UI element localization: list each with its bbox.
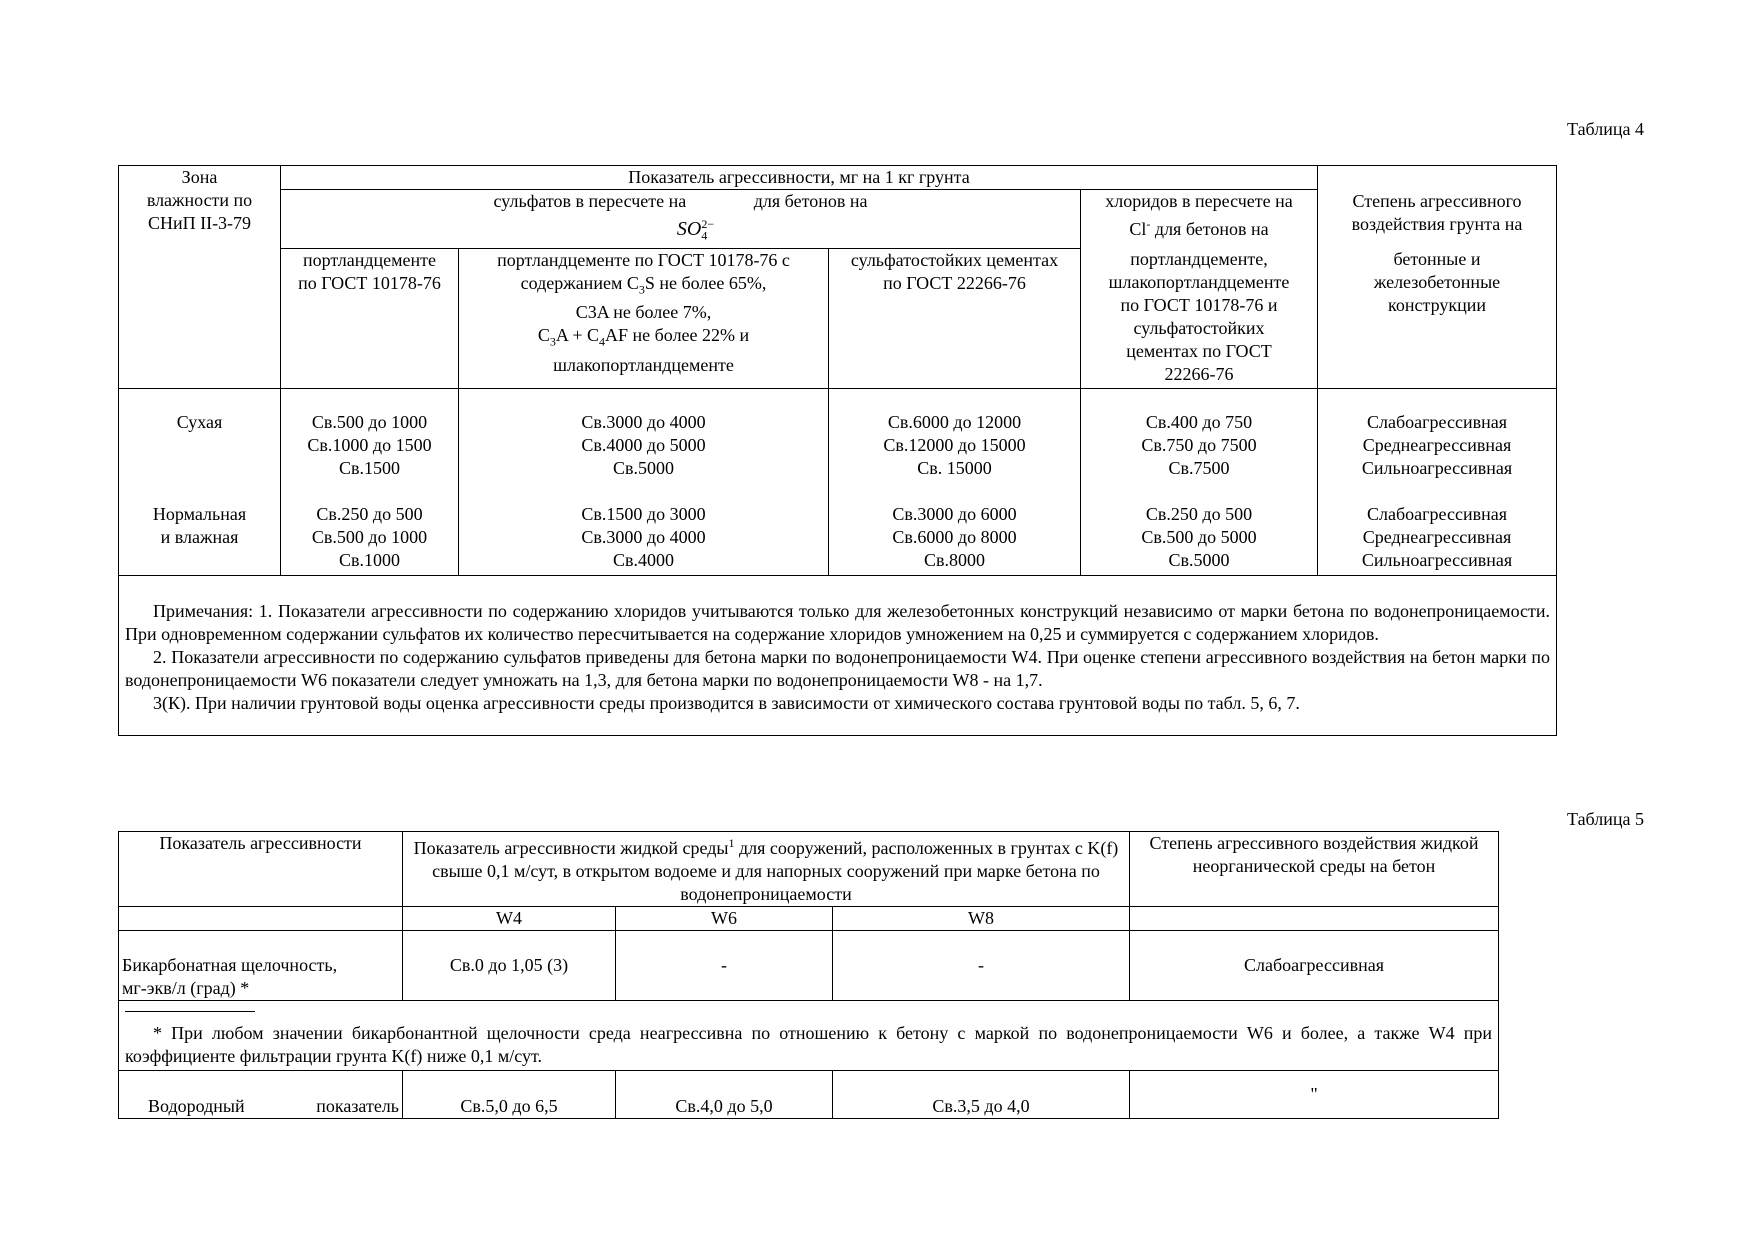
header-col-line: конструкции <box>1388 295 1486 316</box>
t5-header-degree: Степень агрессивного воздействия жидкой неорганической среды на бетон <box>1130 832 1499 907</box>
cell-line: Св.12000 до 15000 <box>883 434 1026 455</box>
cell-line: Сильноагрессивная <box>1361 550 1513 571</box>
header-degree-line: воздействия грунта на <box>1351 213 1523 234</box>
cell-line: Св.4000 <box>612 550 674 571</box>
cell-zone <box>119 388 281 503</box>
footnote-divider <box>125 1011 255 1012</box>
text-part: C <box>537 325 550 346</box>
header-col-line: бетонные и <box>1393 249 1481 270</box>
text-part: AF не более 22% и <box>605 325 750 346</box>
t5-row1-degree: Слабоагрессивная <box>1130 931 1499 1001</box>
header-degree-line: Степень агрессивного <box>1352 190 1522 211</box>
header-col-line: шлакопортландцементе <box>553 354 734 375</box>
header-col-line: портландцементе <box>302 249 437 270</box>
t5-header-w4: W4 <box>403 907 616 931</box>
cell-text: Водородный <box>148 1096 245 1116</box>
cell-text: показатель <box>316 1096 399 1116</box>
header-col-line: по ГОСТ 10178-76 <box>298 272 441 293</box>
cell-line: мг-экв/л (град) * <box>122 978 250 998</box>
header-zone-line: влажности по <box>146 190 253 210</box>
cell-line: Среднеагрессивная <box>1362 527 1512 548</box>
cell-line: Св.5000 <box>612 457 674 478</box>
cell-line: Св.3000 до 6000 <box>892 504 1017 525</box>
cell-line: Св.6000 до 8000 <box>892 527 1017 548</box>
cell-line: Сильноагрессивная <box>1361 457 1513 478</box>
t5-row1-w6: - <box>616 931 833 1001</box>
header-zone-line: Зона <box>181 167 218 187</box>
header-col-portland <box>281 248 459 388</box>
cell-line: Св.3000 до 4000 <box>581 527 706 548</box>
cell-line: Св.500 до 5000 <box>1141 527 1257 548</box>
cell-line: Св.250 до 500 <box>1145 504 1253 525</box>
cl-symbol: Cl <box>1129 219 1147 239</box>
cell-line: Слабоагрессивная <box>1367 504 1507 525</box>
t5-footnote: * При любом значении бикарбонантной щелочности среда неагрессивна по отношению к бетону с маркой по водонепроницаемости W6 и более, а также W4 при коэффициенте фильтрации грунта K(f) ниже 0,1 м/сут. <box>125 1023 1492 1066</box>
header-col-line: портландцементе по ГОСТ 10178-76 с <box>497 249 790 270</box>
header-col-line <box>462 272 825 302</box>
t5-row2-w6: Св.4,0 до 5,0 <box>616 1071 833 1119</box>
note-2: 2. Показатели агрессивности по содержанию сульфатов приведены для бетона марки по водонепроницаемости W4. При оценке степени агрессивного воздействия на бетон марки по водонепроницаемости W6 показатели следует умножать на 1,3, для бетона марки по водонепроницаемости W8 - на 1,7. <box>125 646 1551 690</box>
note-1: Примечания: 1. Показатели агрессивности по содержанию хлоридов учитываются только для железобетонных конструкций независимо от марки бетона по водонепроницаемости. При одновременном содержании сульфатов их количество пересчитывается на содержание хлоридов умножением на 0,25 и суммируется с содержанием хлоридов. <box>125 600 1551 644</box>
t5-row2-w8: Св.3,5 до 4,0 <box>833 1071 1130 1119</box>
t5-row2-label-wrap <box>122 1095 399 1118</box>
t5-header-w8: W8 <box>833 907 1130 931</box>
cell-line: Св.750 до 7500 <box>1141 434 1257 455</box>
t5-empty-cell <box>119 907 403 931</box>
cell-value <box>829 503 1081 575</box>
footnote-mark: 1 <box>728 836 735 850</box>
cell-line: Св.1500 до 3000 <box>581 504 706 525</box>
table-row <box>119 1071 1499 1119</box>
cell-line: Бикарбонатная щелочность, <box>122 955 338 975</box>
t5-header-liquid-text: для сооружений, расположенных в грунтах с K(f) свыше 0,1 м/сут, в открытом водоеме и для напорных сооружений при марке бетона по водонепроницаемости <box>432 838 1119 904</box>
cell-value <box>281 503 459 575</box>
t5-row2-w4: Св.5,0 до 6,5 <box>403 1071 616 1119</box>
text-part: A + C <box>555 325 600 346</box>
header-degree <box>1318 190 1557 249</box>
cell-value <box>1318 388 1557 503</box>
cell-line: Св.7500 <box>1168 457 1230 478</box>
t5-row1-w8: - <box>833 931 1130 1001</box>
t5-row2-label <box>119 1071 403 1119</box>
table-row <box>119 931 1499 1001</box>
header-col-line <box>462 324 825 354</box>
cell-line: Св.500 до 1000 <box>311 527 428 548</box>
t5-header-indicator: Показатель агрессивности <box>119 832 403 907</box>
header-degree-top <box>1318 166 1557 190</box>
cell-line: Св.500 до 1000 <box>311 411 428 432</box>
text-part: S не более 65%, <box>644 272 767 293</box>
header-col-line: цементах по ГОСТ <box>1126 341 1272 362</box>
cell-line: и влажная <box>160 527 239 548</box>
cell-value <box>281 388 459 503</box>
header-indicator: Показатель агрессивности, мг на 1 кг грунта <box>281 166 1318 190</box>
cell-line: Св.5000 <box>1168 550 1230 571</box>
cell-line: Св.3000 до 4000 <box>581 411 706 432</box>
header-col-sulfate-resistant <box>829 248 1081 388</box>
table5-caption: Таблица 5 <box>1567 809 1644 829</box>
t5-empty-cell <box>1130 907 1499 931</box>
header-col-line: сульфатостойких <box>1133 318 1265 339</box>
subscript: 4 <box>599 334 606 349</box>
cell-zone <box>119 503 281 575</box>
header-zone <box>119 166 281 389</box>
cell-line: Св.400 до 750 <box>1145 411 1253 432</box>
cell-value <box>459 503 829 575</box>
cell-line: Среднеагрессивная <box>1362 434 1512 455</box>
table-row <box>119 503 1557 575</box>
cell-line: Св.1000 до 1500 <box>307 434 432 455</box>
header-sulfates <box>281 190 1081 249</box>
t5-header-liquid-text: Показатель агрессивности жидкой среды <box>413 838 729 858</box>
cell-line: Сухая <box>176 411 223 432</box>
cell-value <box>1081 388 1318 503</box>
t5-row2-degree: " <box>1130 1071 1499 1119</box>
t5-header-liquid <box>403 832 1130 907</box>
cell-line: Нормальная <box>152 504 247 525</box>
header-col-line: по ГОСТ 10178-76 и <box>1120 295 1278 316</box>
cell-line: Св.8000 <box>923 550 985 571</box>
text-part: содержанием C <box>520 272 639 293</box>
header-zone-line: СНиП II-3-79 <box>147 213 252 233</box>
header-col-line: C3A не более 7%, <box>575 302 712 323</box>
so4-formula <box>284 213 1077 248</box>
cell-line: Св.250 до 500 <box>316 504 423 525</box>
cell-value <box>1318 503 1557 575</box>
header-col-chloride <box>1081 248 1318 388</box>
header-sulfates-text: сульфатов в пересчете на <box>493 191 687 211</box>
table-4 <box>118 165 1557 736</box>
table-row <box>119 388 1557 503</box>
header-col-line: портландцементе, <box>1130 249 1268 270</box>
header-col-line: железобетонные <box>1373 272 1501 293</box>
header-chlorides-line2 <box>1084 213 1314 241</box>
cell-line: Св.6000 до 12000 <box>887 411 1022 432</box>
cell-line: Св.4000 до 5000 <box>581 434 706 455</box>
table-5 <box>118 831 1499 1119</box>
subscript: 3 <box>638 282 645 297</box>
cell-line: Св. 15000 <box>917 457 992 478</box>
so4-base: SO <box>676 218 702 240</box>
so4-sub: 4 <box>701 228 708 243</box>
note-3: 3(К). При наличии грунтовой воды оценка агрессивности среды производится в зависимости от химического состава грунтовой воды по табл. 5, 6, 7. <box>153 692 1300 713</box>
header-col-portland-c3s <box>459 248 829 388</box>
header-col-line: шлакопортландцементе <box>1108 272 1290 293</box>
header-col-concrete <box>1318 248 1557 388</box>
cl-sup: - <box>1146 217 1151 231</box>
header-chlorides-text: для бетонов на <box>1150 219 1269 239</box>
subscript: 3 <box>549 334 556 349</box>
header-chlorides-text: хлоридов в пересчете на <box>1105 191 1293 211</box>
header-col-line: 22266-76 <box>1164 364 1234 385</box>
so4-sup: 2− <box>701 217 715 231</box>
t5-row1-w4: Св.0 до 1,05 (3) <box>403 931 616 1001</box>
header-chlorides <box>1081 190 1318 249</box>
t5-row1-label <box>119 931 403 1001</box>
cell-line: Св.1500 <box>338 457 400 478</box>
t5-header-w6: W6 <box>616 907 833 931</box>
t5-footnote-cell <box>119 1001 1499 1071</box>
table4-notes <box>119 575 1557 735</box>
header-sulfates-text: для бетонов на <box>753 191 868 211</box>
header-col-line: по ГОСТ 22266-76 <box>883 272 1026 293</box>
table4-caption: Таблица 4 <box>1567 119 1644 139</box>
cell-value <box>1081 503 1318 575</box>
cell-line: Св.1000 <box>338 550 400 571</box>
cell-value <box>829 388 1081 503</box>
cell-line: Слабоагрессивная <box>1367 411 1507 432</box>
header-col-line: сульфатостойких цементах <box>850 249 1059 270</box>
cell-value <box>459 388 829 503</box>
